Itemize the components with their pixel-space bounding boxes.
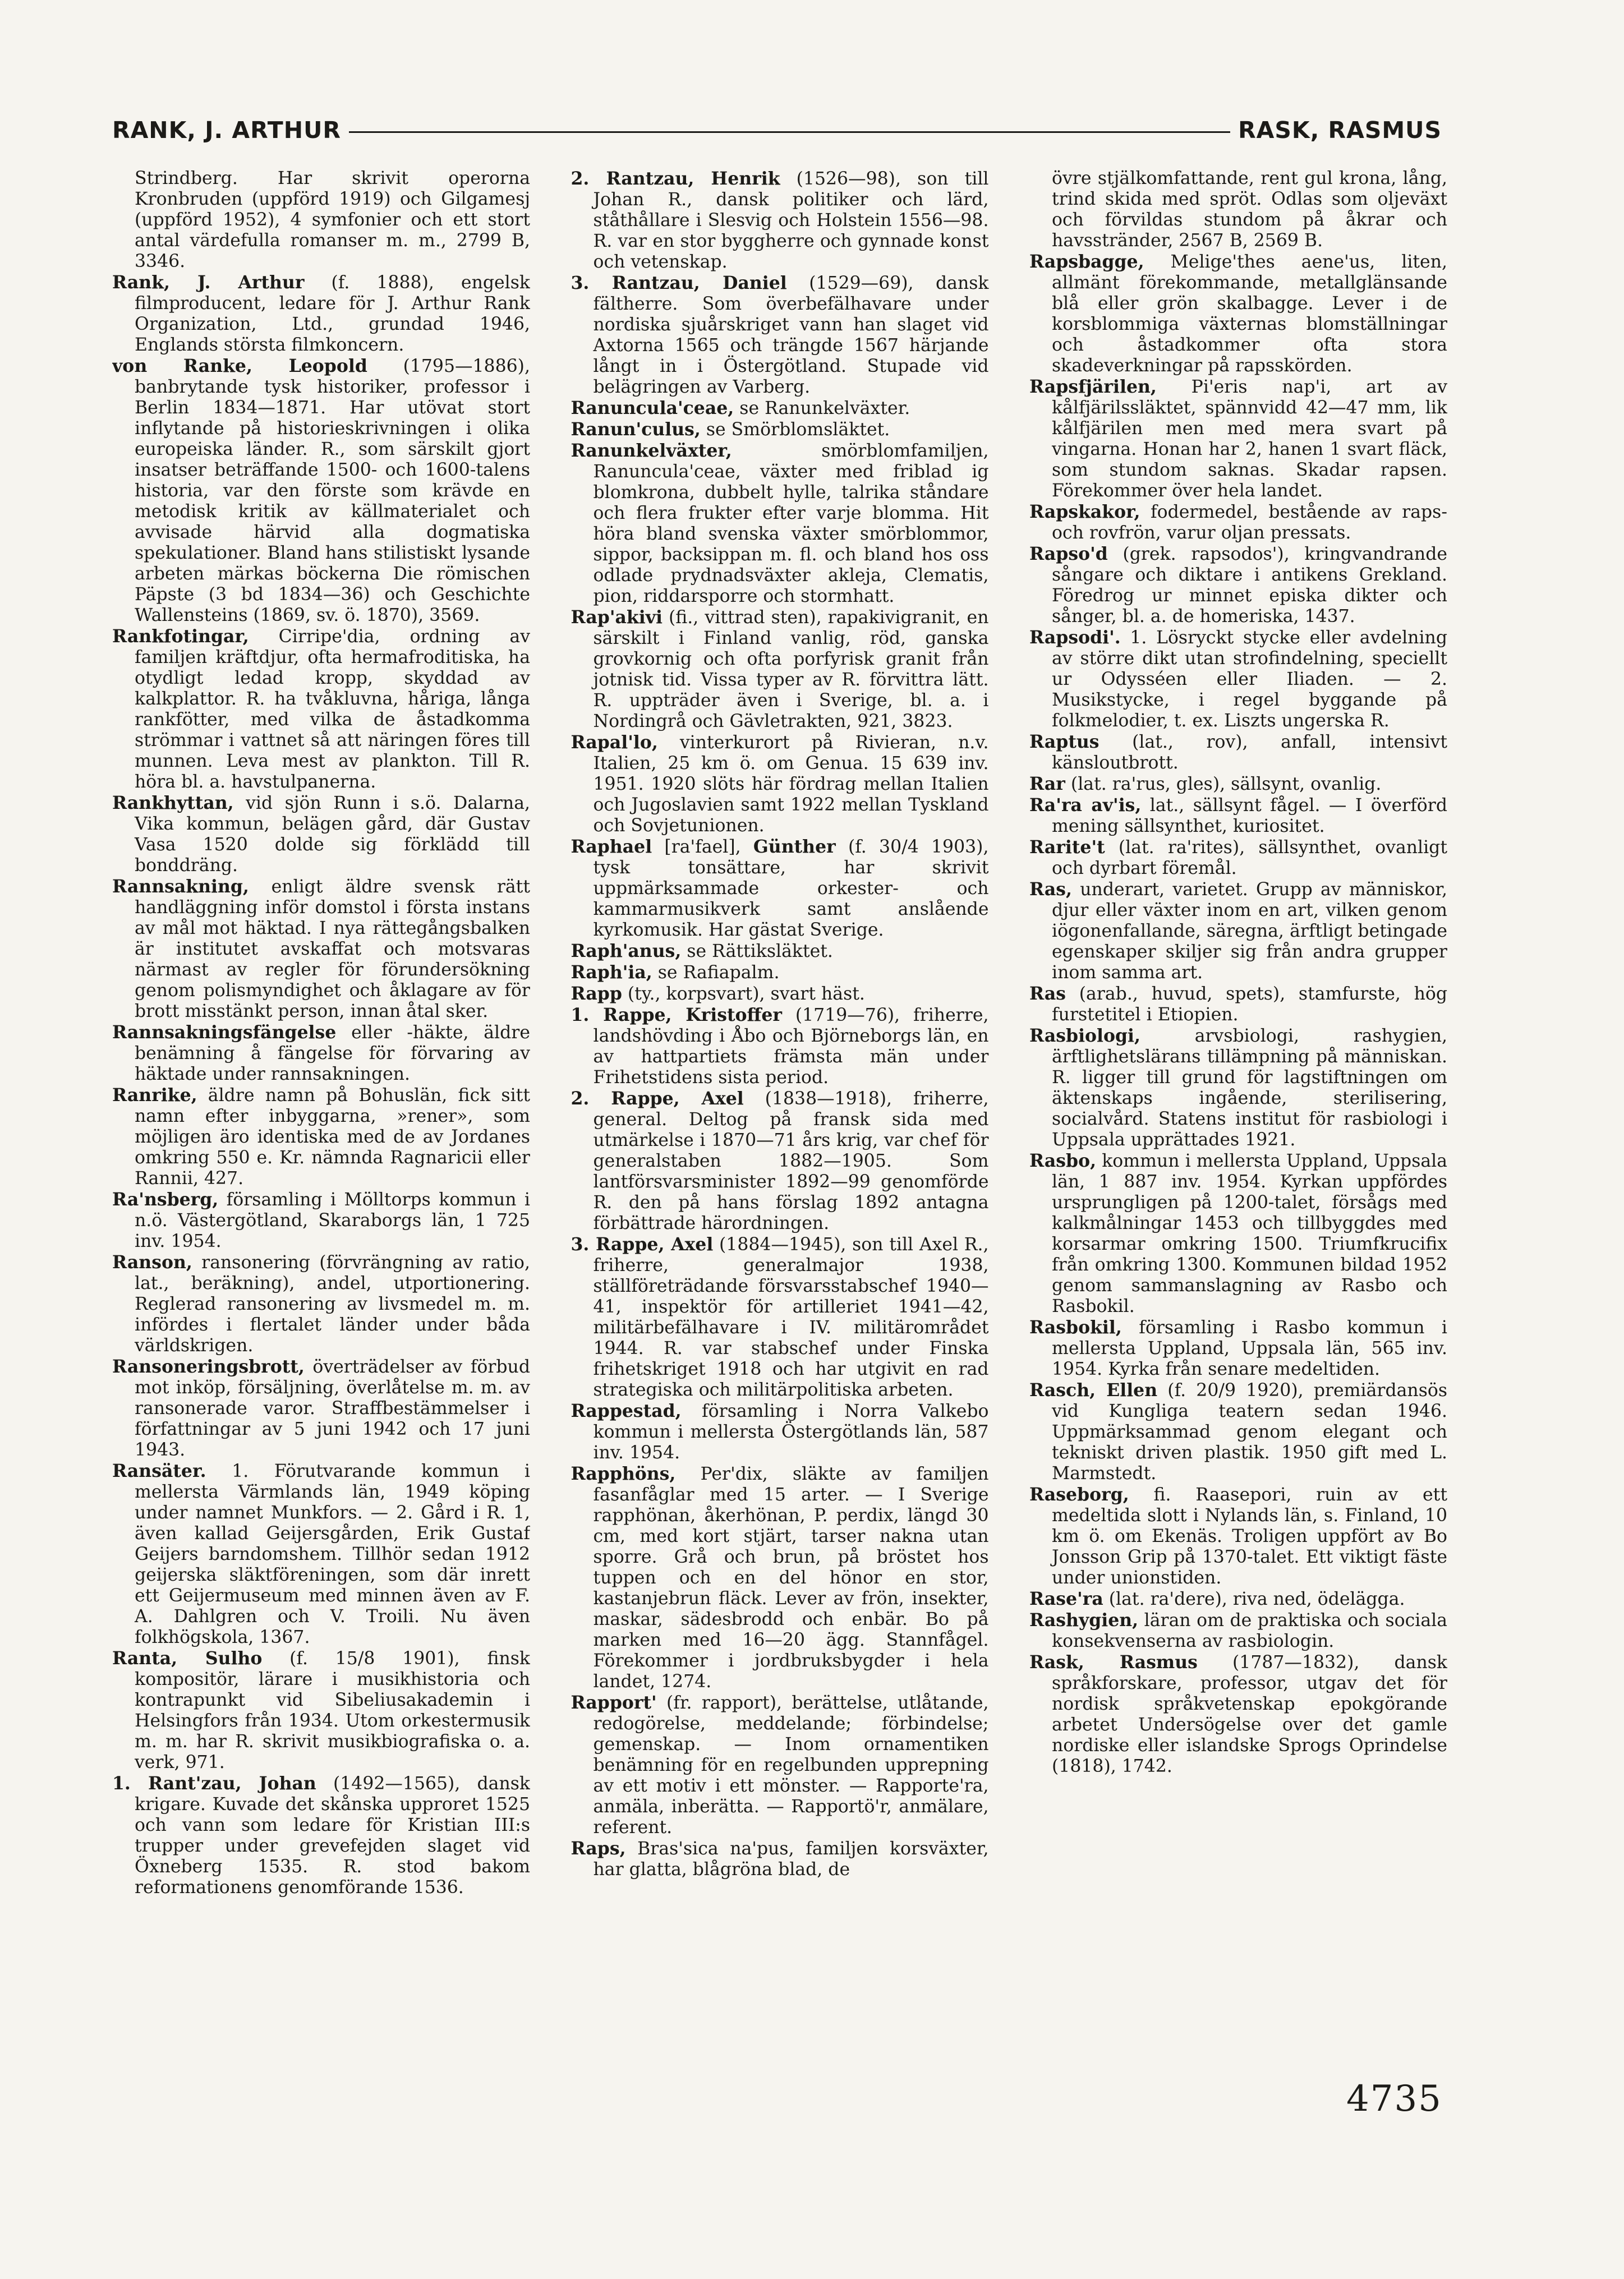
entry-definition: kommun i mellersta Uppland, Uppsala län, 1 887 inv. 1954. Kyrkan uppfördes ursprungligen på 1200-talet, försågs med kalkmålningar 1453 och tillbyggdes med korsarmar omkring 1500. Triumfkrucifix från omkring 1300. Kommunen bildad 1952 genom sammanslagning av Rasbo och Rasbokil.: [1052, 1151, 1447, 1316]
entry-headword: Rapskakor,: [1029, 501, 1140, 522]
entry-definition: (grek. rapsodos'), kringvandrande sångare och diktare i antikens Grekland. Föredrog ur minnet episka dikter och sånger, bl. a. de homeriska, 1437.: [1052, 544, 1447, 627]
dictionary-entry: [1029, 1025, 1447, 1150]
dictionary-entry: [571, 732, 989, 836]
entry-definition: vid sjön Runn i s.ö. Dalarna, Vika kommun, belägen gård, där Gustav Vasa 1520 dolde sig förklädd till bonddräng.: [135, 793, 530, 876]
entry-definition: Melige'thes aene'us, liten, allmänt förekommande, metallglänsande blå eller grön skalbagge. Lever i de korsblommiga växternas blomställningar och åstadkommer ofta stora skadeverkningar på rapsskörden.: [1052, 252, 1447, 376]
entry-definition: (lat. ra'rus, gles), sällsynt, ovanlig.: [1065, 774, 1382, 794]
dictionary-entry: [112, 1773, 530, 1898]
entry-headword: 3. Rantzau, Daniel: [571, 273, 787, 293]
dictionary-entry: [1029, 983, 1447, 1025]
dictionary-entry: [1029, 376, 1447, 501]
entry-definition: äldre namn på Bohuslän, fick sitt namn efter inbyggarna, »rener», som möjligen äro identiska med de av Jordanes omkring 550 e. Kr. nämnda Ragnaricii eller Rannii, 427.: [135, 1085, 530, 1189]
dictionary-entry: [571, 836, 989, 941]
entry-headword: Rase'ra: [1029, 1589, 1103, 1609]
entry-headword: Rapso'd: [1029, 544, 1108, 564]
entry-definition: (f. 15/8 1901), finsk kompositör, lärare i musikhistoria och kontrapunkt vid Sibeliusakademin i Helsingfors från 1934. Utom orkestermusik m. m. har R. skrivit musikbiografiska o. a. verk, 971.: [135, 1649, 530, 1772]
entry-definition: ransonering (förvrängning av ratio, lat., beräkning), andel, utportionering. Reglerad ransonering av livsmedel m. m. infördes i flertalet länder under båda världskrigen.: [135, 1253, 530, 1356]
entry-headword: Rankfotingar,: [112, 626, 249, 647]
entry-definition: 1. Lösryckt stycke eller avdelning av större dikt utan strofindelning, speciellt ur Odysséen eller Iliaden. — 2. Musikstycke, i regel byggande på folkmelodier, t. ex. Liszts ungerska R.: [1052, 628, 1447, 731]
entry-definition: församling i Norra Valkebo kommun i mellersta Östergötlands län, 587 inv. 1954.: [593, 1401, 989, 1463]
dictionary-entry: [571, 1401, 989, 1463]
entry-definition: församling i Rasbo kommun i mellersta Uppland, Uppsala län, 565 inv. 1954. Kyrka från senare medeltiden.: [1052, 1318, 1447, 1379]
entry-definition: (f. 20/9 1920), premiärdansös vid Kungliga teatern sedan 1946. Uppmärksammad genom elegant och tekniskt driven plastik. 1950 gift med L. Marmstedt.: [1052, 1380, 1447, 1484]
entry-headword: Rask, Rasmus: [1029, 1652, 1198, 1673]
entry-definition: (1719—76), friherre, landshövding i Åbo och Björneborgs län, en av hattpartiets främsta män under Frihetstidens sista period.: [593, 1005, 989, 1088]
column-2: [571, 168, 989, 2036]
entry-definition: (1838—1918), friherre, general. Deltog på fransk sida med utmärkelse i 1870—71 års krig, var chef för generalstaben 1882—1905. Som lantförsvarsminister 1892—99 genomförde R. den på hans förslag 1892 antagna förbättrade härordningen.: [593, 1089, 989, 1233]
text-columns: [112, 168, 1447, 2036]
entry-headword: 2. Rappe, Axel: [571, 1088, 744, 1109]
entry-headword: Rankhyttan,: [112, 793, 234, 813]
dictionary-entry: [571, 419, 989, 440]
entry-definition: 1. Förutvarande kommun i mellersta Värmlands län, 1949 köping under namnet Munkfors. — 2. Gård i R. 1, även kallad Geijersgården, Erik Gustaf Geijers barndomshem. Tillhör sedan 1912 geijerska släktföreningen, som där inrett ett Geijermuseum med minnen även av F. A. Dahlgren och V. Troili. Nu även folkhögskola, 1367.: [135, 1461, 530, 1647]
running-header: [112, 113, 1442, 147]
entry-headword: Ranuncula'ceae,: [571, 398, 734, 418]
dictionary-entry: [571, 168, 989, 273]
dictionary-entry: [1029, 1484, 1447, 1589]
dictionary-entry: [571, 1005, 989, 1088]
entry-headword: Rapsfjärilen,: [1029, 376, 1157, 397]
dictionary-entry: [112, 626, 530, 793]
entry-definition: se Ranunkelväxter.: [734, 398, 910, 418]
entry-definition: vinterkurort på Rivieran, n.v. Italien, 25 km ö. om Genua. 15 639 inv. 1951. 1920 slöts här fördrag mellan Italien och Jugoslavien samt 1922 mellan Tyskland och Sovjetunionen.: [593, 733, 989, 836]
dictionary-entry: [571, 1463, 989, 1692]
entry-definition: eller -häkte, äldre benämning å fängelse för förvaring av häktade under rannsakningen.: [135, 1023, 530, 1084]
dictionary-entry: [1029, 1317, 1447, 1380]
dictionary-entry: [112, 272, 530, 356]
entry-definition: (lat. ra'dere), riva ned, ödelägga.: [1103, 1589, 1405, 1609]
entry-definition: övre stjälkomfattande, rent gul krona, lång, trind skida med spröt. Odlas som oljeväxt och förvildas stundom på åkrar och havsstränder, 2567 B, 2569 B.: [1052, 168, 1447, 251]
entry-definition: underart, varietet. Grupp av människor, djur eller växter inom en art, vilken genom iögonenfallande, säregna, ärftligt betingade egenskaper skiljer sig från andra grupper inom samma art.: [1052, 880, 1447, 983]
entry-headword: Ras,: [1029, 879, 1073, 900]
dictionary-entry: [112, 1085, 530, 1189]
dictionary-entry: [571, 1838, 989, 1880]
entry-definition: (lat. ra'rites), sällsynthet, ovanligt och dyrbart föremål.: [1052, 837, 1447, 878]
dictionary-entry: [112, 356, 530, 626]
entry-headword: Rapal'lo,: [571, 732, 658, 753]
dictionary-entry: [571, 941, 989, 962]
entry-headword: Rap'akivi: [571, 607, 663, 628]
dictionary-entry: [571, 962, 989, 983]
entry-definition: Cirripe'dia, ordning av familjen kräftdjur, ofta hermafroditiska, ha otydligt ledad kropp, skyddad av kalkplattor. R. ha tvåkluvna, håriga, långa rankfötter, med vilka de åstadkomma strömmar i vattnet så att näringen föres till munnen. Leva mest av plankton. Till R. höra bl. a. havstulpanerna.: [135, 627, 530, 792]
dictionary-entry: [1029, 501, 1447, 544]
entry-headword: Ranun'culus,: [571, 419, 701, 440]
entry-headword: Raph'anus,: [571, 941, 682, 961]
dictionary-entry: [571, 1088, 989, 1234]
dictionary-entry: [112, 876, 530, 1022]
dictionary-entry: [1029, 1652, 1447, 1777]
entry-headword: Rapp: [571, 983, 622, 1004]
entry-headword: Ranunkelväxter,: [571, 440, 732, 461]
dictionary-entry: [112, 1461, 530, 1648]
entry-definition: se Rättiksläktet.: [681, 941, 833, 961]
entry-definition: överträdelser av förbud mot inköp, försäljning, överlåtelse m. m. av ransonerade varor. Straffbestämmelser i författningar av 5 juni 1942 och 17 juni 1943.: [135, 1357, 530, 1460]
column-1: [112, 168, 530, 2036]
dictionary-entry: [112, 168, 530, 272]
entry-definition: (lat., rov), anfall, intensivt känsloutbrott.: [1052, 732, 1447, 773]
entry-definition: se Smörblomsläktet.: [700, 420, 890, 440]
header-rule: [349, 131, 1230, 133]
column-3: [1029, 168, 1447, 2036]
entry-definition: smörblomfamiljen, Ranuncula'ceae, växter med friblad ig blomkrona, dubbelt hylle, talrika ståndare och flera frukter efter varje blomma. Hit höra bland svenska växter smörblommor, sippor, backsippan m. fl. och bland hos oss odlade prydnadsväxter akleja, Clematis, pion, riddarsporre och stormhatt.: [593, 441, 989, 606]
entry-headword: Rasbiologi,: [1029, 1025, 1140, 1046]
entry-definition: arvsbiologi, rashygien, ärftlighetslärans tillämpning på människan. R. ligger till grund för lagstiftningen om äktenskaps ingående, sterilisering, socialvård. Statens institut för rasbiologi i Uppsala upprättades 1921.: [1052, 1026, 1447, 1150]
entry-definition: (1492—1565), dansk krigare. Kuvade det skånska upproret 1525 och vann som ledare för Kristian III:s trupper under grevefejden slaget vid Öxneberg 1535. R. stod bakom reformationens genomförande 1536.: [135, 1774, 530, 1898]
entry-definition: fi. Raasepori, ruin av ett medeltida slott i Nylands län, s. Finland, 10 km ö. om Ekenäs. Troligen uppfört av Bo Jonsson Grip på 1370-talet. Ett viktigt fäste under unionstiden.: [1052, 1485, 1447, 1588]
entry-headword: Raps,: [571, 1838, 626, 1859]
entry-headword: 2. Rantzau, Henrik: [571, 168, 780, 189]
dictionary-entry: [1029, 837, 1447, 879]
entry-headword: Rashygien,: [1029, 1610, 1139, 1631]
entry-definition: Per'dix, släkte av familjen fasanfåglar med 15 arter. — I Sverige rapphönan, åkerhönan, P. perdix, längd 30 cm, med kort stjärt, tarser nakna utan sporre. Grå och brun, på bröstet hos tuppen och en del hönor en stor, kastanjebrun fläck. Lever av frön, insekter, maskar, sädesbrodd och enbär. Bo på marken med 16—20 ägg. Stannfågel. Förekommer i jordbruksbygder i hela landet, 1274.: [593, 1464, 989, 1692]
header-left-guideword: RANK, J. ARTHUR: [112, 117, 341, 144]
dictionary-entry: [112, 1252, 530, 1356]
entry-headword: Rar: [1029, 774, 1065, 794]
entry-definition: [ra'fael], Günther (f. 30/4 1903), tysk tonsättare, har skrivit uppmärksammade orkester- och kammarmusikverk samt anslående kyrkomusik. Har gästat Sverige.: [593, 836, 989, 940]
dictionary-entry: [571, 398, 989, 419]
entry-definition: (1526—98), son till Johan R., dansk politiker och lärd, ståthållare i Slesvig och Holstein 1556—98. R. var en stor byggherre och gynnade konst och vetenskap.: [593, 169, 989, 272]
dictionary-entry: [571, 1234, 989, 1401]
entry-headword: Rapsodi'.: [1029, 627, 1121, 648]
dictionary-entry: [571, 607, 989, 732]
entry-headword: Raseborg,: [1029, 1484, 1129, 1505]
entry-headword: Rank, J. Arthur: [112, 272, 305, 293]
dictionary-entry: [112, 793, 530, 876]
dictionary-entry: [112, 1648, 530, 1773]
dictionary-entry: [1029, 879, 1447, 983]
entry-headword: Raph'ia,: [571, 962, 652, 983]
dictionary-entry: [1029, 1589, 1447, 1610]
entry-definition: (1529—69), dansk fältherre. Som överbefälhavare under nordiska sjuårskriget vann han slaget vid Axtorna 1565 och trängde 1567 härjande långt in i Östergötland. Stupade vid belägringen av Varberg.: [593, 273, 989, 397]
entry-headword: 1. Rant'zau, Johan: [112, 1773, 316, 1794]
entry-definition: (1787—1832), dansk språkforskare, professor, utgav det för nordisk språkvetenskap epokgörande arbetet Undersögelse over det gamle nordiske eller islandske Sprogs Oprindelse (1818), 1742.: [1052, 1652, 1447, 1776]
entry-headword: Rasbo,: [1029, 1150, 1097, 1171]
entry-definition: läran om de praktiska och sociala konsekvenserna av rasbiologin.: [1052, 1610, 1447, 1651]
entry-headword: Rannsakning,: [112, 876, 249, 897]
dictionary-entry: [571, 440, 989, 607]
entry-definition: (1795—1886), banbrytande tysk historiker, professor i Berlin 1834—1871. Har utövat stort inflytande på historieskrivningen i olika europeiska länder. R., som särskilt gjort insatser beträffande 1500- och 1600-talens historia, var den förste som krävde en metodisk kritik av källmaterialet och avvisade härvid alla dogmatiska spekulationer. Bland hans stilistiskt lysande arbeten märkas böckerna Die römischen Päpste (3 bd 1834—36) och Geschichte Wallensteins (1869, sv. ö. 1870), 3569.: [135, 356, 530, 625]
entry-headword: Rapphöns,: [571, 1463, 676, 1484]
entry-headword: Raphael: [571, 836, 652, 857]
dictionary-entry: [1029, 1380, 1447, 1484]
dictionary-entry: [571, 273, 989, 398]
entry-headword: Ranrike,: [112, 1085, 197, 1106]
entry-headword: Raptus: [1029, 731, 1099, 752]
entry-headword: Rapport': [571, 1692, 657, 1713]
entry-headword: 1. Rappe, Kristoffer: [571, 1005, 783, 1025]
dictionary-entry: [1029, 627, 1447, 731]
entry-definition: lat., sällsynt fågel. — I överförd mening sällsynthet, kuriositet.: [1052, 795, 1447, 836]
entry-headword: Rarite't: [1029, 837, 1105, 858]
entry-definition: (fi., vittrad sten), rapakivigranit, en särskilt i Finland vanlig, röd, ganska grovkornig och ofta porfyrisk granit från jotnisk tid. Vissa typer av R. förvittra lätt. R. uppträder även i Sverige, bl. a. i Nordingrå och Gävletrakten, 921, 3823.: [593, 607, 989, 731]
entry-headword: Ransoneringsbrott,: [112, 1356, 305, 1377]
entry-headword: Ranson,: [112, 1252, 192, 1273]
entry-definition: (1884—1945), son till Axel R., friherre, generalmajor 1938, ställföreträdande försvarsstabschef 1940—41, inspektör för artilleriet 1941—42, militärbefälhavare i IV. militärområdet 1944. R. var stabschef under Finska frihetskriget 1918 och har utgivit en rad strategiska och militärpolitiska arbeten.: [593, 1235, 989, 1400]
entry-headword: Rappestad,: [571, 1401, 682, 1421]
dictionary-entry: [1029, 544, 1447, 627]
entry-definition: enligt äldre svensk rätt handläggning inför domstol i första instans av mål mot häktad. I nya rättegångsbalken är institutet avskaffat och motsvaras närmast av regler för förundersökning genom polismyndighet och åklagare av för brott misstänkt person, innan åtal sker.: [135, 877, 530, 1021]
entry-definition: (ty., korpsvart), svart häst.: [622, 984, 865, 1004]
dictionary-entry: [1029, 795, 1447, 837]
page-number: 4735: [1346, 2078, 1442, 2120]
header-right-guideword: RASK, RASMUS: [1238, 117, 1442, 144]
dictionary-entry: [1029, 1610, 1447, 1652]
dictionary-entry: [571, 1692, 989, 1838]
entry-definition: (fr. rapport), berättelse, utlåtande, redogörelse, meddelande; förbindelse; gemenskap. — Inom ornamentiken benämning för en regelbunden upprepning av ett motiv i ett mönster. — Rapporte'ra, anmäla, inberätta. — Rapportö'r, anmälare, referent.: [593, 1693, 989, 1838]
entry-headword: Ranta, Sulho: [112, 1648, 263, 1669]
dictionary-entry: [1029, 731, 1447, 774]
entry-headword: 3. Rappe, Axel: [571, 1234, 714, 1255]
entry-headword: Rasbokil,: [1029, 1317, 1122, 1338]
entry-headword: Ransäter.: [112, 1461, 206, 1481]
dictionary-entry: [571, 983, 989, 1005]
entry-definition: Bras'sica na'pus, familjen korsväxter, har glatta, blågröna blad, de: [593, 1839, 989, 1880]
entry-headword: Rasch, Ellen: [1029, 1380, 1158, 1401]
entry-headword: Rannsakningsfängelse: [112, 1022, 337, 1043]
dictionary-entry: [112, 1356, 530, 1461]
dictionary-entry: [1029, 1150, 1447, 1317]
dictionary-entry: [112, 1022, 530, 1085]
dictionary-entry: [1029, 251, 1447, 376]
entry-definition: (arab., huvud, spets), stamfurste, hög furstetitel i Etiopien.: [1052, 984, 1447, 1025]
entry-headword: Ra'ra av'is,: [1029, 795, 1142, 816]
dictionary-entry: [1029, 168, 1447, 251]
entry-definition: se Rafiapalm.: [652, 963, 780, 983]
entry-headword: Ras: [1029, 983, 1066, 1004]
entry-headword: von Ranke, Leopold: [112, 356, 367, 376]
entry-headword: Ra'nsberg,: [112, 1189, 219, 1210]
entry-headword: Rapsbagge,: [1029, 251, 1144, 272]
entry-definition: Pi'eris nap'i, art av kålfjärilssläktet, spännvidd 42—47 mm, lik kålfjärilen men med mera svart på vingarna. Honan har 2, hanen 1 svart fläck, som stundom saknas. Skadar rapsen. Förekommer över hela landet.: [1052, 377, 1447, 501]
entry-definition: församling i Mölltorps kommun i n.ö. Västergötland, Skaraborgs län, 1 725 inv. 1954.: [135, 1190, 530, 1251]
dictionary-entry: [112, 1189, 530, 1252]
entry-definition: Strindberg. Har skrivit operorna Kronbruden (uppförd 1919) och Gilgamesj (uppförd 1952), 4 symfonier och ett stort antal värdefulla romanser m. m., 2799 B, 3346.: [135, 168, 530, 271]
entry-definition: fodermedel, bestående av raps- och rovfrön, varur oljan pressats.: [1052, 502, 1447, 543]
entry-definition: (f. 1888), engelsk filmproducent, ledare för J. Arthur Rank Organization, Ltd., grundad 1946, Englands största filmkoncern.: [135, 273, 530, 355]
dictionary-entry: [1029, 774, 1447, 795]
